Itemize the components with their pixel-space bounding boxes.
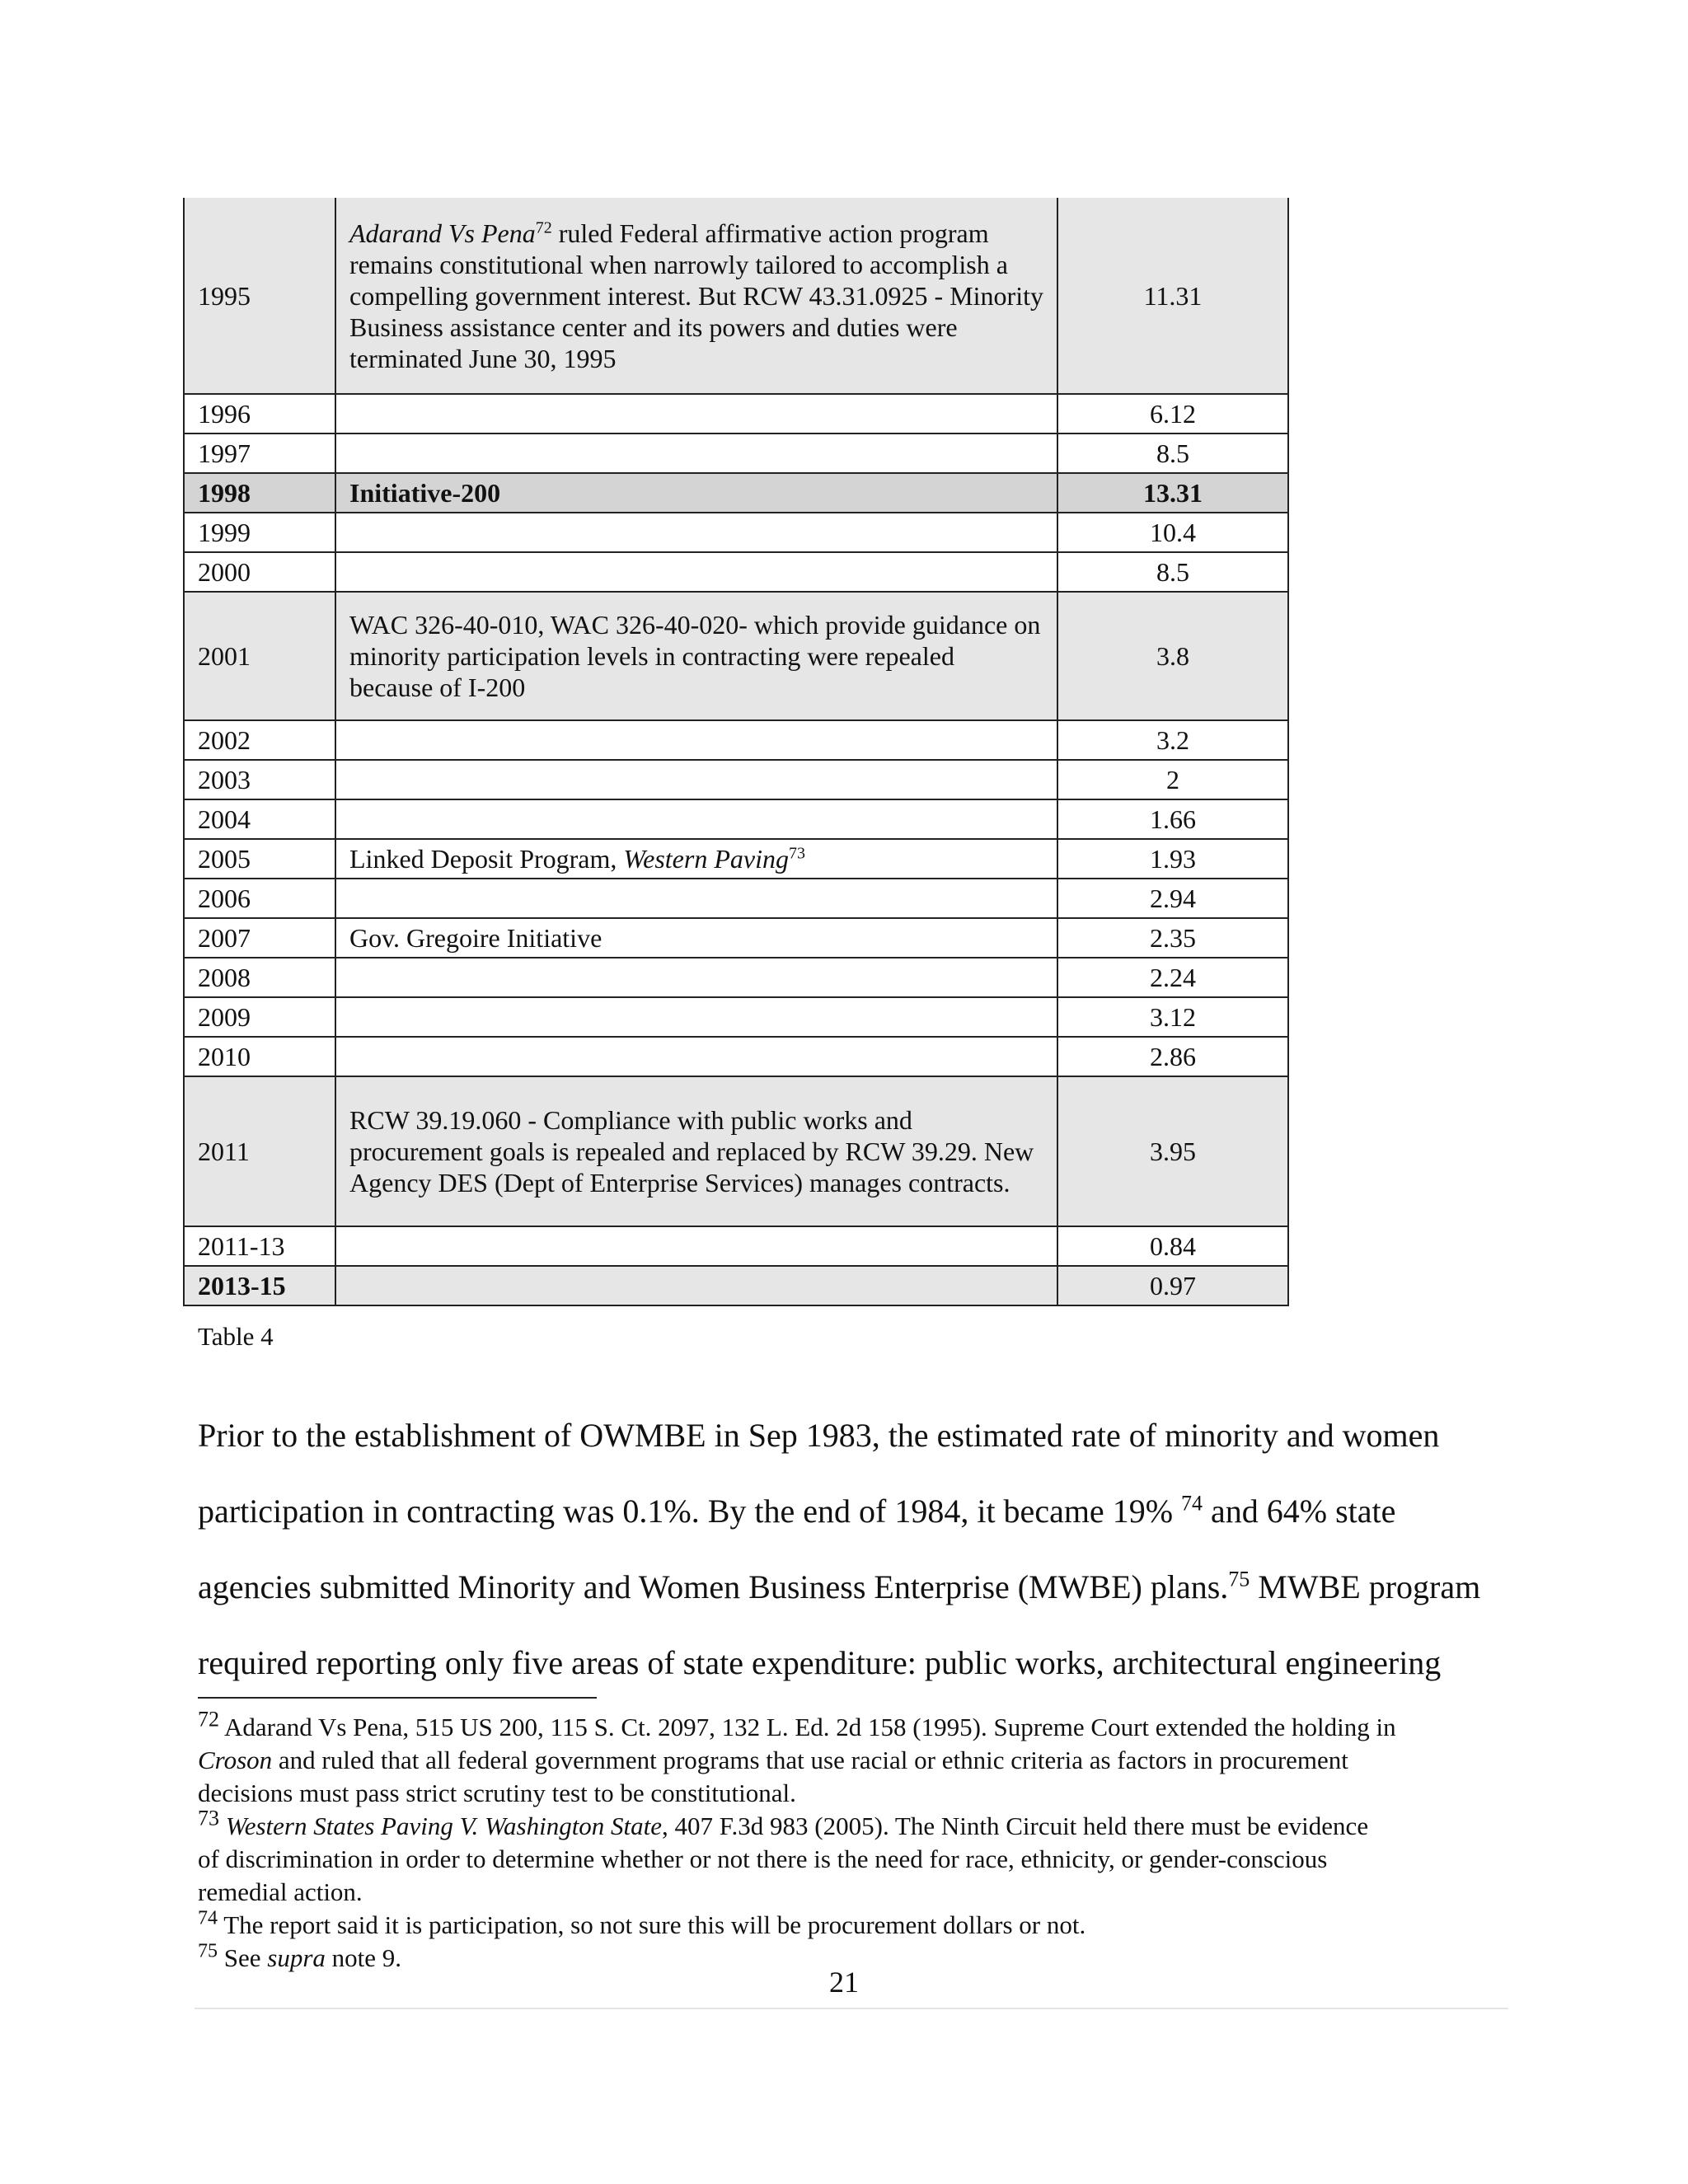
value-cell: 10.4: [1057, 513, 1288, 552]
table-row: [184, 592, 1288, 720]
event-cell: [335, 513, 1057, 552]
event-cell: [335, 1037, 1057, 1076]
year-cell: 2003: [184, 760, 335, 799]
year-cell: 2006: [184, 879, 335, 918]
event-cell: [335, 997, 1057, 1037]
page-number: 21: [829, 1966, 859, 1999]
body-line: Prior to the establishment of OWMBE in Sep 1983, the estimated rate of minority and women: [198, 1417, 1440, 1454]
year-cell: 2008: [184, 958, 335, 997]
table-row: [184, 997, 1288, 1037]
event-cell: [335, 434, 1057, 473]
event-cell: [335, 760, 1057, 799]
value-cell: 2.94: [1057, 879, 1288, 918]
table-row: [184, 839, 1288, 879]
table-row: [184, 1226, 1288, 1266]
year-cell: 2011-13: [184, 1226, 335, 1266]
body-line: participation in contracting was 0.1%. By the end of 1984, it became 19% $^{74}$ and 64% state: [198, 1491, 1396, 1530]
footnote-ref: 74: [1181, 1491, 1203, 1516]
event-cell: [335, 1266, 1057, 1305]
table-row: [184, 958, 1288, 997]
table-row: [184, 434, 1288, 473]
footnote-72: $^{72}$ Adarand Vs Pena, 515 US 200, 115 S. Ct. 2097, 132 L. Ed. 2d 158 (1995). Supreme Court extended the holding in Croson and ruled that all federal government programs that use racial or ethnic criteria as factors in procurement decisions must pass strict scrutiny test to be constitutional.: [198, 1707, 1396, 1807]
event-cell: [335, 958, 1057, 997]
table-row: [184, 720, 1288, 760]
year-cell: 2007: [184, 918, 335, 958]
footnote-separator: [198, 1697, 597, 1699]
footer-rule: [195, 2008, 1508, 2009]
table-row: [184, 1037, 1288, 1076]
year-cell: 2005: [184, 839, 335, 879]
value-cell: 3.2: [1057, 720, 1288, 760]
footnote-ref: 75: [1228, 1567, 1250, 1591]
value-cell: 11.31: [1057, 198, 1288, 394]
body-line: required reporting only five areas of state expenditure: public works, architectural engineering: [198, 1644, 1442, 1681]
table-row: [184, 1076, 1288, 1226]
value-cell: 6.12: [1057, 394, 1288, 434]
year-cell: 2002: [184, 720, 335, 760]
value-cell: 2.35: [1057, 918, 1288, 958]
year-cell: 2000: [184, 552, 335, 592]
year-cell: 2010: [184, 1037, 335, 1076]
year-cell: 1999: [184, 513, 335, 552]
event-cell: WAC 326-40-010, WAC 326-40-020- which provide guidance on minority participation levels in contracting were repealed because of I-200: [335, 592, 1057, 720]
value-cell: 2: [1057, 760, 1288, 799]
value-cell: 3.95: [1057, 1076, 1288, 1226]
year-cell: 2001: [184, 592, 335, 720]
value-cell: 1.66: [1057, 799, 1288, 839]
event-cell: [335, 799, 1057, 839]
body-paragraph: [198, 1398, 1517, 1701]
event-cell: Gov. Gregoire Initiative: [335, 918, 1057, 958]
table-row: [184, 473, 1288, 513]
case-name: Adarand Vs Pena: [349, 218, 536, 248]
year-cell: 1996: [184, 394, 335, 434]
value-cell: 2.24: [1057, 958, 1288, 997]
event-cell: [335, 1226, 1057, 1266]
event-cell: Adarand Vs Pena$^{72}$ ruled Federal affirmative action program remains constitutional when narrowly tailored to accomplish a compelling government interest. But RCW 43.31.0925 - Minority Business assistance center and its powers and duties were terminated June 30, 1995: [335, 198, 1057, 394]
event-cell: [335, 552, 1057, 592]
value-cell: 3.12: [1057, 997, 1288, 1037]
footnote-ref: 73: [788, 844, 805, 863]
year-cell: 2013-15: [184, 1266, 335, 1305]
value-cell: 2.86: [1057, 1037, 1288, 1076]
footnote-75: $^{75}$ See supra note 9.: [198, 1940, 402, 1972]
case-name: Western Paving: [623, 844, 789, 874]
event-cell: [335, 879, 1057, 918]
table-row: [184, 1266, 1288, 1305]
event-cell: Linked Deposit Program, Western Paving$^{73}$: [335, 839, 1057, 879]
table-row: [184, 918, 1288, 958]
value-cell: 8.5: [1057, 434, 1288, 473]
table-row: [184, 394, 1288, 434]
table-row: [184, 760, 1288, 799]
footnote-74: $^{74}$ The report said it is participation, so not sure this will be procurement dollars or not.: [198, 1907, 1086, 1939]
value-cell: 1.93: [1057, 839, 1288, 879]
table-row: [184, 879, 1288, 918]
value-cell: 13.31: [1057, 473, 1288, 513]
year-cell: 2011: [184, 1076, 335, 1226]
year-cell: 1997: [184, 434, 335, 473]
table-row: [184, 513, 1288, 552]
event-cell: [335, 394, 1057, 434]
value-cell: 0.84: [1057, 1226, 1288, 1266]
year-cell: 2009: [184, 997, 335, 1037]
event-cell: [335, 720, 1057, 760]
footnote-73: $^{73}$ Western States Paving V. Washington State, 407 F.3d 983 (2005). The Ninth Circuit held there must be evidence of discrimination in order to determine whether or not there is the need for race, ethnicity, or gender-conscious remedial action.: [198, 1806, 1369, 1906]
participation-table: [183, 198, 1289, 1306]
value-cell: 8.5: [1057, 552, 1288, 592]
value-cell: 3.8: [1057, 592, 1288, 720]
table-caption: Table 4: [198, 1322, 274, 1351]
event-cell: RCW 39.19.060 - Compliance with public works and procurement goals is repealed and replaced by RCW 39.29. New Agency DES (Dept of Enterprise Services) manages contracts.: [335, 1076, 1057, 1226]
event-cell: Initiative-200: [335, 473, 1057, 513]
footnote-ref: 72: [535, 218, 552, 237]
table-row: [184, 552, 1288, 592]
year-cell: 2004: [184, 799, 335, 839]
body-line: agencies submitted Minority and Women Business Enterprise (MWBE) plans.$^{75}$ MWBE program: [198, 1567, 1481, 1605]
table-row: [184, 799, 1288, 839]
table-row: [184, 198, 1288, 394]
year-cell: 1995: [184, 198, 335, 394]
footnotes: [198, 1707, 1508, 1975]
value-cell: 0.97: [1057, 1266, 1288, 1305]
year-cell: 1998: [184, 473, 335, 513]
